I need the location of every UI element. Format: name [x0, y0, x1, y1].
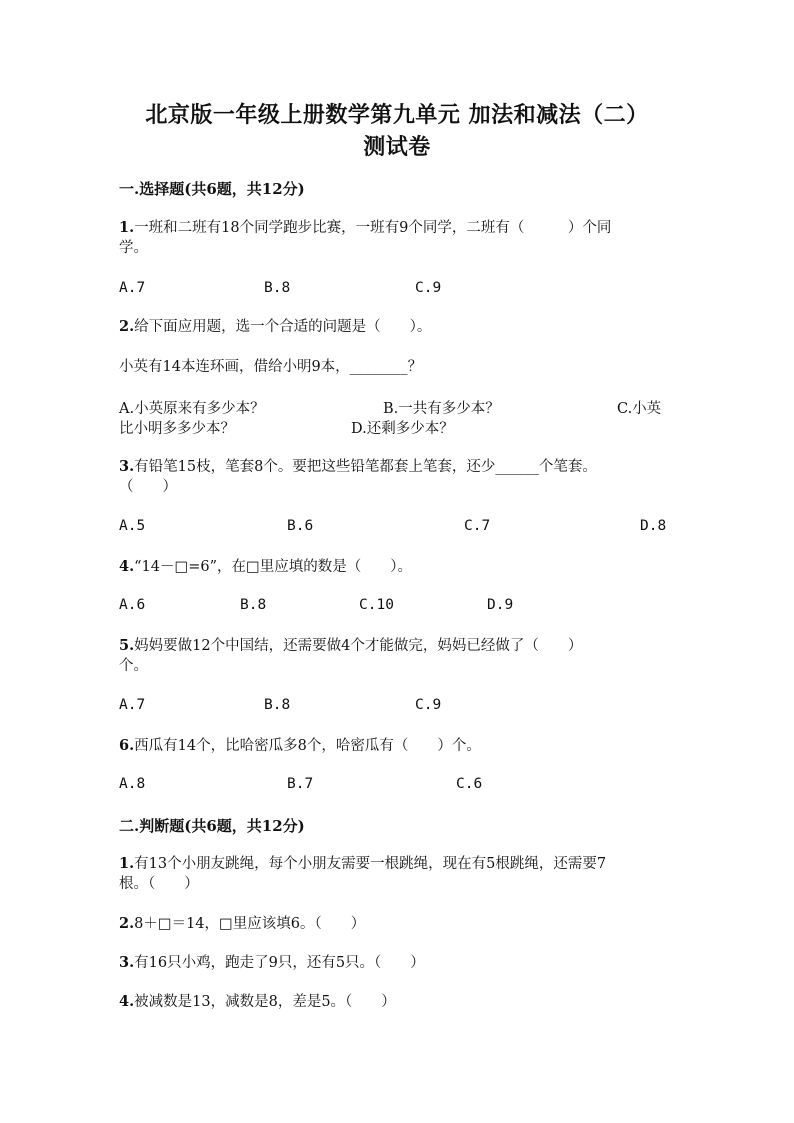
question-text: 8＋□＝14，□里应该填6。（ ）	[134, 916, 366, 932]
q1-3-option-d: D.8	[640, 518, 667, 534]
question-1-1	[119, 218, 679, 238]
question-text: “14－□=6”，在□里应填的数是（ ）。	[134, 559, 412, 575]
q1-4-option-c: C.10	[359, 597, 394, 613]
q1-4-option-d: D.9	[487, 597, 514, 613]
q1-4-option-a: A.6	[119, 597, 146, 613]
question-number: 3.	[119, 458, 135, 475]
question-number: 2.	[119, 318, 135, 335]
question-1-1-continued: 学。	[119, 240, 148, 256]
question-1-2	[119, 317, 679, 337]
question-2-3	[119, 953, 679, 973]
question-number: 1.	[119, 855, 135, 872]
question-number: 4.	[119, 558, 135, 575]
question-number: 1.	[119, 219, 135, 236]
question-text: 一班和二班有18个同学跑步比赛，一班有9个同学，二班有（ ）个同	[134, 220, 612, 236]
q1-6-option-b: B.7	[287, 776, 314, 792]
q1-3-option-a: A.5	[119, 518, 146, 534]
question-text: 给下面应用题，选一个合适的问题是（ ）。	[134, 319, 432, 335]
q1-3-option-c: C.7	[464, 518, 491, 534]
question-number: 3.	[119, 954, 135, 971]
question-number: 6.	[119, 737, 135, 754]
q1-6-option-c: C.6	[456, 776, 483, 792]
q1-1-option-c: C.9	[415, 280, 442, 296]
q1-2-option-b: B.一共有多少本？	[383, 401, 500, 417]
question-number: 4.	[119, 993, 135, 1010]
q1-5-option-a: A.7	[119, 697, 146, 713]
q1-1-option-b: B.8	[264, 280, 291, 296]
question-2-2	[119, 914, 679, 934]
question-1-3	[119, 457, 679, 477]
paper-title-line-2: 测试卷	[363, 134, 431, 160]
question-number: 2.	[119, 915, 135, 932]
question-text: 有铅笔15枝，笔套8个。要把这些铅笔都套上笔套，还少______个笔套。	[134, 459, 597, 475]
q1-2-option-c: C.小英	[617, 401, 662, 417]
q1-5-option-b: B.8	[264, 697, 291, 713]
question-2-4	[119, 992, 679, 1012]
q1-5-option-c: C.9	[415, 697, 442, 713]
q1-3-option-b: B.6	[287, 518, 314, 534]
q1-2-option-c-continued: 比小明多多少本？	[119, 421, 235, 437]
question-1-5	[119, 636, 679, 656]
question-1-2-stem: 小英有14本连环画，借给小明9本，________？	[119, 359, 423, 375]
q1-2-option-a: A.小英原来有多少本？	[119, 401, 265, 417]
paper-title-line-1: 北京版一年级上册数学第九单元 加法和减法（二）	[145, 102, 649, 128]
section-1-heading: 一.选择题(共6题，共12分)	[119, 180, 305, 198]
question-text: 妈妈要做12个中国结，还需要做4个才能做完，妈妈已经做了（ ）	[134, 638, 583, 654]
q1-6-option-a: A.8	[119, 776, 146, 792]
q1-1-option-a: A.7	[119, 280, 146, 296]
q1-2-option-d: D.还剩多少本？	[351, 421, 454, 437]
question-text: 有13个小朋友跳绳，每个小朋友需要一根跳绳，现在有5根跳绳，还需要7	[134, 856, 607, 872]
question-1-3-continued: （ ）	[119, 479, 177, 495]
section-2-heading: 二.判断题(共6题，共12分)	[119, 817, 305, 835]
question-text: 有16只小鸡，跑走了9只，还有5只。（ ）	[134, 955, 425, 971]
question-2-1	[119, 854, 679, 874]
question-number: 5.	[119, 637, 135, 654]
question-1-5-continued: 个。	[119, 658, 148, 674]
question-1-6	[119, 736, 679, 756]
question-text: 西瓜有14个，比哈密瓜多8个，哈密瓜有（ ）个。	[134, 738, 481, 754]
question-2-1-continued: 根。（ ）	[119, 876, 199, 892]
question-1-4	[119, 557, 679, 577]
question-text: 被减数是13，减数是8，差是5。（ ）	[134, 994, 396, 1010]
q1-4-option-b: B.8	[240, 597, 267, 613]
